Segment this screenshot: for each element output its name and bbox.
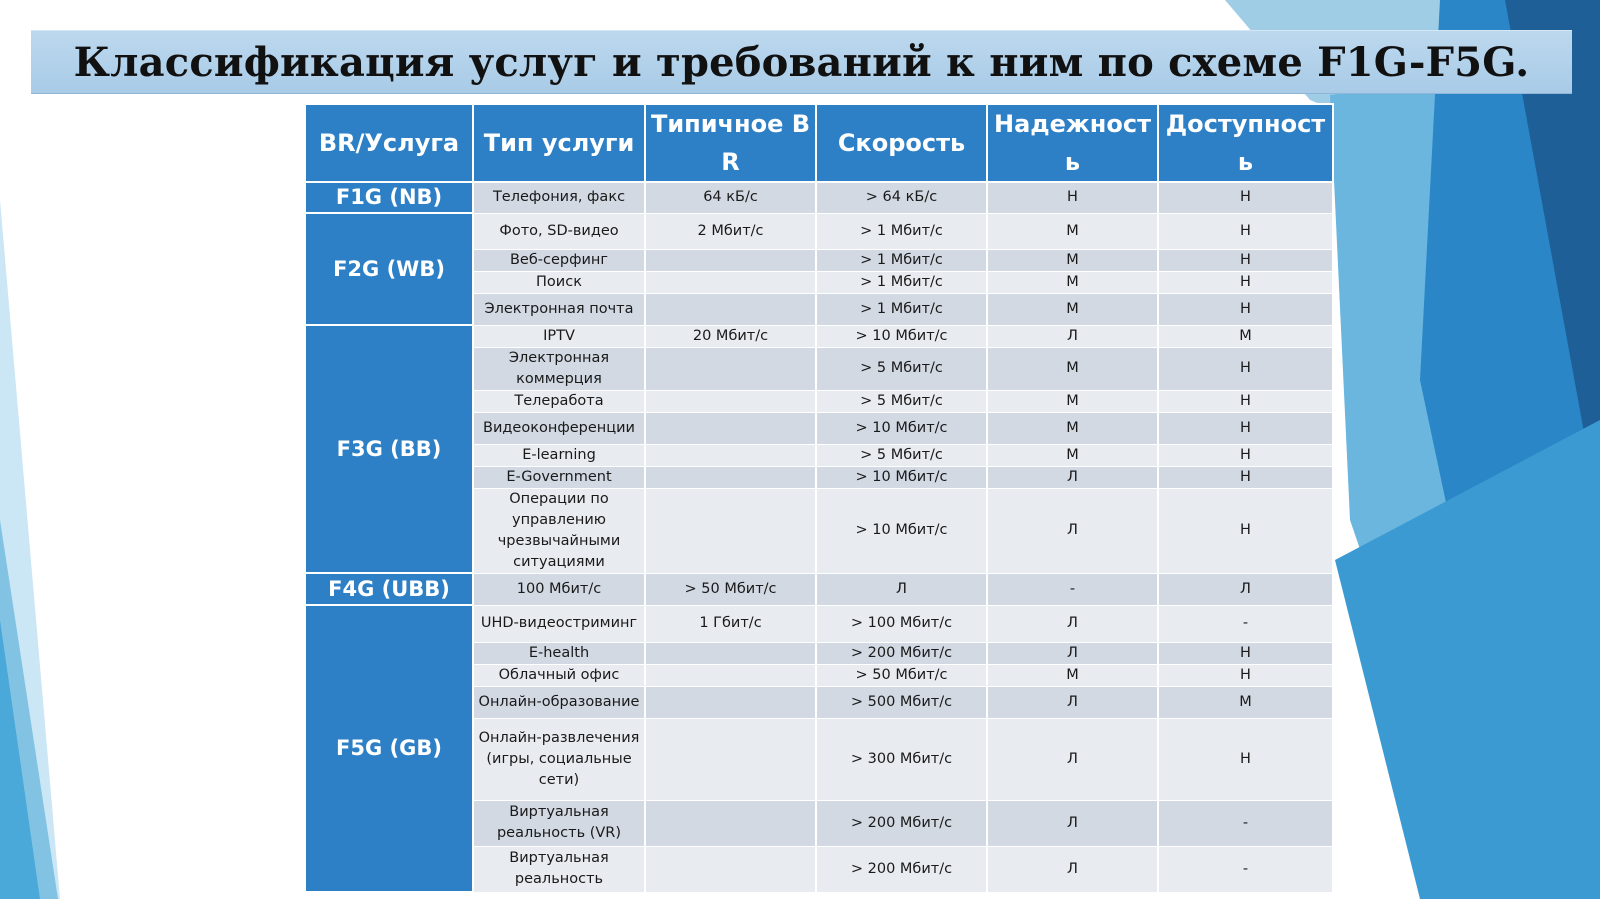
reliability-cell: М <box>987 347 1158 390</box>
availability-cell: - <box>1158 800 1333 846</box>
service-type-cell: UHD-видеостриминг <box>473 605 645 642</box>
title-bar <box>31 30 1572 94</box>
table-body <box>305 182 1333 892</box>
availability-cell: Н <box>1158 664 1333 686</box>
column-header: Тип услуги <box>473 104 645 182</box>
speed-cell: > 5 Мбит/с <box>816 390 987 412</box>
typical-br-cell <box>645 347 816 390</box>
availability-cell: - <box>1158 846 1333 892</box>
service-type-cell: Телефония, факс <box>473 182 645 213</box>
group-label-cell: F3G (BB) <box>305 325 473 573</box>
speed-cell: > 200 Мбит/с <box>816 846 987 892</box>
availability-cell: Н <box>1158 347 1333 390</box>
service-type-cell: 100 Мбит/с <box>473 573 645 605</box>
service-type-cell: Виртуальная реальность <box>473 846 645 892</box>
reliability-cell: М <box>987 249 1158 271</box>
typical-br-cell <box>645 718 816 800</box>
typical-br-cell: 2 Мбит/с <box>645 213 816 249</box>
typical-br-cell <box>645 488 816 573</box>
speed-cell: > 1 Мбит/с <box>816 249 987 271</box>
speed-cell: > 200 Мбит/с <box>816 800 987 846</box>
availability-cell: Н <box>1158 488 1333 573</box>
service-type-cell: Фото, SD-видео <box>473 213 645 249</box>
group-label-cell: F5G (GB) <box>305 605 473 892</box>
speed-cell: Л <box>816 573 987 605</box>
group-label-cell: F4G (UBB) <box>305 573 473 605</box>
typical-br-cell <box>645 412 816 444</box>
service-type-cell: Телеработа <box>473 390 645 412</box>
table-row <box>305 182 1333 213</box>
service-type-cell: E-Government <box>473 466 645 488</box>
availability-cell: Л <box>1158 573 1333 605</box>
typical-br-cell <box>645 444 816 466</box>
typical-br-cell <box>645 642 816 664</box>
speed-cell: > 1 Мбит/с <box>816 213 987 249</box>
typical-br-cell <box>645 686 816 718</box>
service-type-cell: Поиск <box>473 271 645 293</box>
reliability-cell: Л <box>987 325 1158 347</box>
availability-cell: Н <box>1158 466 1333 488</box>
reliability-cell: Л <box>987 686 1158 718</box>
typical-br-cell: 64 кБ/с <box>645 182 816 213</box>
service-type-cell: E-learning <box>473 444 645 466</box>
speed-cell: > 1 Мбит/с <box>816 271 987 293</box>
service-type-cell: Облачный офис <box>473 664 645 686</box>
reliability-cell: - <box>987 573 1158 605</box>
typical-br-cell: > 50 Мбит/с <box>645 573 816 605</box>
service-type-cell: Виртуальная реальность (VR) <box>473 800 645 846</box>
column-header: BR/Услуга <box>305 104 473 182</box>
column-header: Надежность <box>987 104 1158 182</box>
speed-cell: > 1 Мбит/с <box>816 293 987 325</box>
typical-br-cell: 20 Мбит/с <box>645 325 816 347</box>
typical-br-cell <box>645 800 816 846</box>
availability-cell: Н <box>1158 642 1333 664</box>
typical-br-cell <box>645 293 816 325</box>
reliability-cell: Л <box>987 642 1158 664</box>
availability-cell: Н <box>1158 293 1333 325</box>
reliability-cell: Л <box>987 605 1158 642</box>
typical-br-cell <box>645 390 816 412</box>
reliability-cell: М <box>987 213 1158 249</box>
availability-cell: Н <box>1158 444 1333 466</box>
typical-br-cell <box>645 664 816 686</box>
availability-cell: Н <box>1158 412 1333 444</box>
typical-br-cell <box>645 271 816 293</box>
table-row <box>305 605 1333 642</box>
availability-cell: - <box>1158 605 1333 642</box>
service-type-cell: Операции по управлению чрезвычайными ситуациями <box>473 488 645 573</box>
column-header: Скорость <box>816 104 987 182</box>
reliability-cell: М <box>987 271 1158 293</box>
reliability-cell: Л <box>987 488 1158 573</box>
service-type-cell: Видеоконференции <box>473 412 645 444</box>
service-type-cell: Электронная почта <box>473 293 645 325</box>
availability-cell: Н <box>1158 271 1333 293</box>
service-type-cell: Онлайн-образование <box>473 686 645 718</box>
service-type-cell: Онлайн-развлечения (игры, социальные сети) <box>473 718 645 800</box>
speed-cell: > 64 кБ/с <box>816 182 987 213</box>
reliability-cell: М <box>987 412 1158 444</box>
speed-cell: > 200 Мбит/с <box>816 642 987 664</box>
service-type-cell: Веб-серфинг <box>473 249 645 271</box>
reliability-cell: М <box>987 390 1158 412</box>
availability-cell: Н <box>1158 390 1333 412</box>
services-table <box>304 103 1334 893</box>
reliability-cell: Н <box>987 182 1158 213</box>
availability-cell: М <box>1158 686 1333 718</box>
reliability-cell: М <box>987 444 1158 466</box>
availability-cell: Н <box>1158 213 1333 249</box>
speed-cell: > 5 Мбит/с <box>816 444 987 466</box>
speed-cell: > 10 Мбит/с <box>816 412 987 444</box>
group-label-cell: F1G (NB) <box>305 182 473 213</box>
table-row <box>305 325 1333 347</box>
availability-cell: Н <box>1158 249 1333 271</box>
speed-cell: > 10 Мбит/с <box>816 488 987 573</box>
availability-cell: Н <box>1158 182 1333 213</box>
typical-br-cell <box>645 846 816 892</box>
speed-cell: > 5 Мбит/с <box>816 347 987 390</box>
reliability-cell: Л <box>987 466 1158 488</box>
speed-cell: > 10 Мбит/с <box>816 325 987 347</box>
typical-br-cell <box>645 249 816 271</box>
availability-cell: Н <box>1158 718 1333 800</box>
speed-cell: > 300 Мбит/с <box>816 718 987 800</box>
typical-br-cell: 1 Гбит/с <box>645 605 816 642</box>
column-header: Типичное BR <box>645 104 816 182</box>
table-header <box>305 104 1333 182</box>
service-type-cell: Электронная коммерция <box>473 347 645 390</box>
typical-br-cell <box>645 466 816 488</box>
column-header: Доступность <box>1158 104 1333 182</box>
group-label-cell: F2G (WB) <box>305 213 473 325</box>
reliability-cell: М <box>987 664 1158 686</box>
service-type-cell: E-health <box>473 642 645 664</box>
speed-cell: > 500 Мбит/с <box>816 686 987 718</box>
service-type-cell: IPTV <box>473 325 645 347</box>
reliability-cell: Л <box>987 718 1158 800</box>
header-row <box>305 104 1333 182</box>
availability-cell: М <box>1158 325 1333 347</box>
reliability-cell: Л <box>987 846 1158 892</box>
table-row <box>305 573 1333 605</box>
speed-cell: > 100 Мбит/с <box>816 605 987 642</box>
table-row <box>305 213 1333 249</box>
page-title: Классификация услуг и требований к ним по схеме F1G-F5G. <box>73 38 1530 86</box>
reliability-cell: М <box>987 293 1158 325</box>
reliability-cell: Л <box>987 800 1158 846</box>
speed-cell: > 50 Мбит/с <box>816 664 987 686</box>
speed-cell: > 10 Мбит/с <box>816 466 987 488</box>
